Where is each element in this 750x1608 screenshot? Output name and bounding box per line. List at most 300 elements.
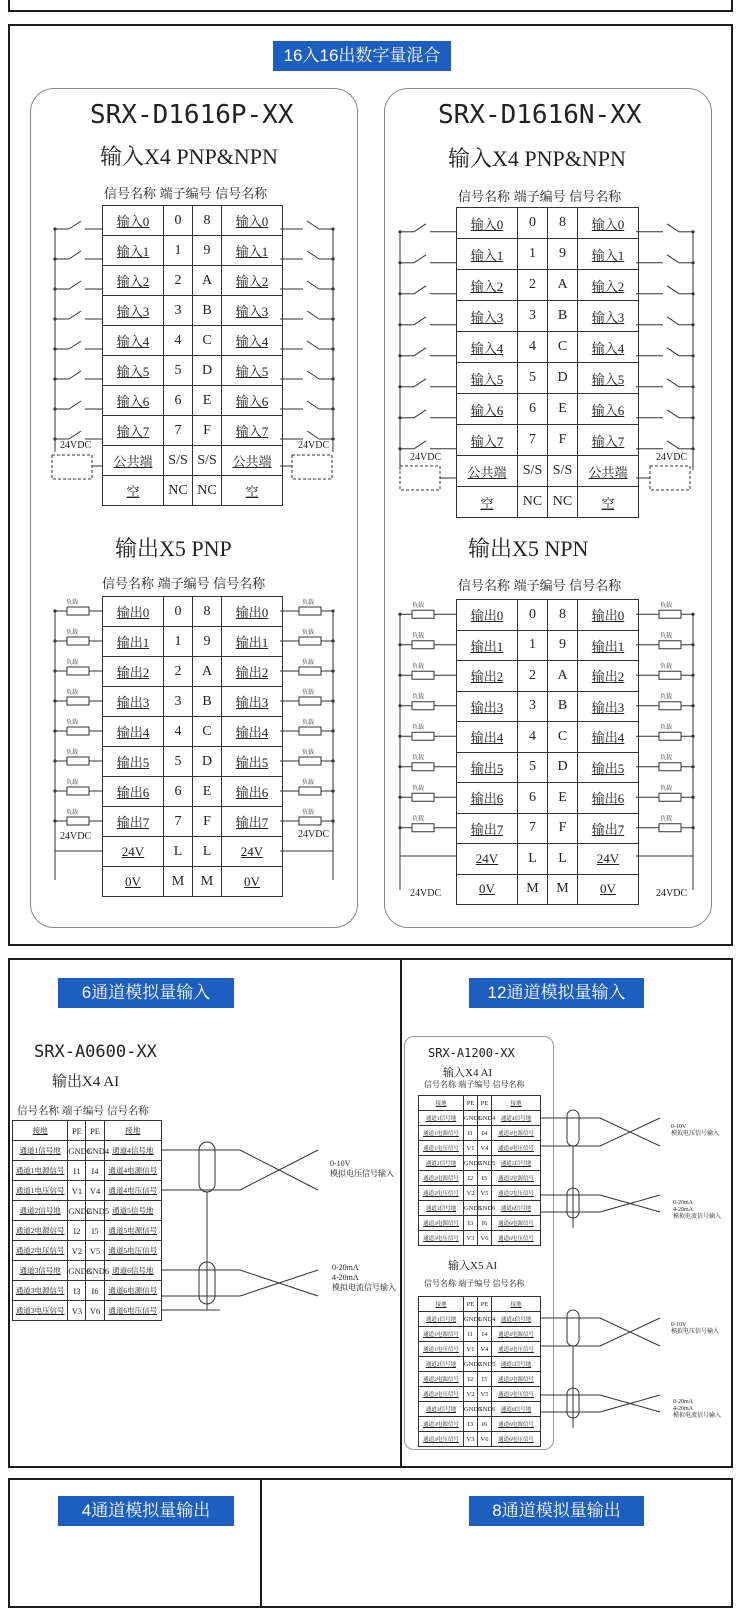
header-signal-name: 信号名称 (492, 1080, 525, 1089)
terminal-number-cell: B (193, 687, 222, 717)
signal-name-cell: 通道2信号地 (419, 1156, 464, 1171)
voltage-range: 0-10V (330, 1159, 351, 1168)
signal-name-cell: 输出1 (103, 627, 164, 657)
table-row (419, 1357, 541, 1372)
table-row (103, 236, 283, 266)
terminal-number-cell: 9 (193, 236, 222, 266)
signal-name-cell: 空 (222, 476, 283, 506)
load-label: 负载 (66, 660, 79, 666)
terminal-number-cell: GND1 (68, 1141, 86, 1161)
load-label: 负载 (66, 750, 79, 756)
terminal-number-cell: 2 (164, 657, 193, 687)
signal-name-cell: 输出0 (578, 600, 639, 631)
signal-name-cell: 输出3 (578, 691, 639, 722)
signal-name-cell: 通道1信号地 (419, 1111, 464, 1126)
signal-name-cell: 输入3 (578, 301, 639, 332)
voltage-range: 0-10V (671, 1124, 687, 1130)
power-label-right-out-r: 24VDC (656, 888, 688, 899)
signal-name-cell: 输入6 (222, 386, 283, 416)
table-row (457, 332, 639, 363)
output-title-right: 输出X5 NPN (468, 536, 589, 561)
table-row (103, 717, 283, 747)
signal-name-cell: 通道3电源信号 (13, 1281, 68, 1301)
signal-name-cell: 通道3电源信号 (419, 1417, 464, 1432)
terminal-number-cell: L (548, 844, 578, 875)
header-terminal-no: 端子编号 (513, 189, 566, 204)
table-row (103, 206, 283, 236)
table-row (419, 1186, 541, 1201)
terminal-number-cell: V1 (464, 1141, 478, 1156)
ai-right-current-label-2 (673, 1399, 721, 1420)
signal-name-cell: 输出7 (103, 807, 164, 837)
table-row (457, 630, 639, 661)
table-row (103, 867, 283, 897)
current-range-1: 0-20mA (332, 1263, 359, 1272)
load-label: 负载 (66, 780, 79, 786)
signal-name-cell: 通道6信号地 (492, 1201, 541, 1216)
signal-name-cell: 输入7 (457, 425, 518, 456)
load-label: 负载 (66, 690, 79, 696)
table-row (103, 657, 283, 687)
terminal-number-cell: 1 (518, 239, 548, 270)
signal-name-cell: 公共端 (578, 456, 639, 487)
signal-name-cell: 通道1电压信号 (419, 1141, 464, 1156)
load-label: 负载 (302, 750, 315, 756)
table-row (103, 446, 283, 476)
signal-name-cell: 输出3 (457, 691, 518, 722)
signal-name-cell: 输出2 (103, 657, 164, 687)
table-row (103, 687, 283, 717)
current-range-2: 4-20mA (332, 1273, 359, 1282)
terminal-number-cell: D (193, 356, 222, 386)
signal-name-cell: 通道5信号地 (492, 1357, 541, 1372)
current-desc: 模拟电流信号输入 (673, 1413, 722, 1419)
header-signal-name: 信号名称 (215, 186, 268, 201)
current-desc: 模拟电流信号输入 (332, 1283, 396, 1292)
terminal-number-cell: 7 (518, 425, 548, 456)
signal-name-cell: 通道1信号地 (419, 1312, 464, 1327)
table-row (457, 239, 639, 270)
terminal-number-cell: GND1 (464, 1111, 478, 1126)
terminal-number-cell: I4 (478, 1126, 492, 1141)
table-row (457, 600, 639, 631)
signal-name-cell: 通道1信号地 (13, 1141, 68, 1161)
signal-name-cell: 通道4电源信号 (492, 1327, 541, 1342)
terminal-number-cell: 3 (518, 301, 548, 332)
load-label: 负载 (412, 786, 425, 792)
power-label-right-in-r: 24VDC (656, 452, 688, 463)
terminal-number-cell: 8 (548, 600, 578, 631)
terminal-number-cell: 0 (518, 208, 548, 239)
table-row (103, 777, 283, 807)
terminal-number-cell: M (164, 867, 193, 897)
terminal-number-cell: D (193, 747, 222, 777)
signal-name-cell: 输出4 (103, 717, 164, 747)
signal-name-cell: 通道6电压信号 (492, 1231, 541, 1246)
terminal-number-cell: 5 (518, 752, 548, 783)
table-row (419, 1231, 541, 1246)
signal-name-cell: 通道3电源信号 (419, 1216, 464, 1231)
terminal-number-cell: PE (478, 1297, 492, 1312)
terminal-number-cell: 6 (518, 783, 548, 814)
terminal-number-cell: C (548, 332, 578, 363)
signal-name-cell: 通道2电源信号 (419, 1171, 464, 1186)
input-terminal-table-right (456, 207, 639, 518)
signal-name-cell: 输入0 (103, 206, 164, 236)
header-signal-name: 信号名称 (17, 1105, 59, 1117)
terminal-number-cell: NC (518, 487, 548, 518)
terminal-number-cell: 3 (518, 691, 548, 722)
terminal-number-cell: I6 (478, 1216, 492, 1231)
terminal-number-cell: 7 (518, 813, 548, 844)
table-row (457, 394, 639, 425)
terminal-number-cell: V6 (478, 1432, 492, 1447)
terminal-number-cell: I1 (464, 1327, 478, 1342)
terminal-number-cell: GND6 (478, 1402, 492, 1417)
current-desc: 模拟电流信号输入 (673, 1214, 722, 1220)
signal-name-cell: 输出2 (578, 661, 639, 692)
signal-name-cell: 通道5电压信号 (492, 1387, 541, 1402)
terminal-number-cell: E (548, 394, 578, 425)
signal-name-cell: 输出4 (222, 717, 283, 747)
terminal-number-cell: 9 (548, 630, 578, 661)
header-signal-name: 信号名称 (458, 578, 511, 593)
signal-name-cell: 接地 (492, 1096, 541, 1111)
signal-name-cell: 公共端 (222, 446, 283, 476)
terminal-number-cell: 6 (518, 394, 548, 425)
signal-name-cell: 通道1电源信号 (13, 1161, 68, 1181)
signal-name-cell: 输入0 (457, 208, 518, 239)
terminal-number-cell: 3 (164, 296, 193, 326)
terminal-number-cell: NC (548, 487, 578, 518)
terminal-number-cell: 7 (164, 807, 193, 837)
table-row (13, 1281, 162, 1301)
load-label: 负载 (412, 755, 425, 762)
terminal-number-cell: I4 (86, 1161, 104, 1181)
digital-section-tag: 16入16出数字量混合 (273, 41, 451, 71)
table-row (457, 691, 639, 722)
table-row (419, 1342, 541, 1357)
terminal-number-cell: F (193, 807, 222, 837)
signal-name-cell: 输入4 (457, 332, 518, 363)
load-label: 负载 (660, 725, 673, 731)
signal-name-cell: 通道3电压信号 (419, 1231, 464, 1246)
signal-name-cell: 输出6 (103, 777, 164, 807)
terminal-number-cell: B (548, 691, 578, 722)
signal-name-cell: 通道1电源信号 (419, 1327, 464, 1342)
terminal-number-cell: F (548, 813, 578, 844)
signal-name-cell: 输入7 (578, 425, 639, 456)
terminal-number-cell: C (193, 326, 222, 356)
terminal-number-cell: 9 (548, 239, 578, 270)
terminal-number-cell: A (193, 657, 222, 687)
signal-name-cell: 通道4电源信号 (492, 1126, 541, 1141)
table-row (419, 1171, 541, 1186)
terminal-number-cell: PE (86, 1121, 104, 1141)
table-row (457, 752, 639, 783)
power-label-left-out-r: 24VDC (298, 829, 330, 840)
load-label: 负载 (412, 664, 425, 670)
power-label-right-in-l: 24VDC (410, 452, 442, 463)
table-row (13, 1141, 162, 1161)
terminal-number-cell: 2 (164, 266, 193, 296)
terminal-number-cell: PE (464, 1096, 478, 1111)
load-label: 负载 (66, 810, 79, 816)
terminal-number-cell: V4 (86, 1181, 104, 1201)
signal-name-cell: 输出5 (222, 747, 283, 777)
terminal-number-cell: GND5 (478, 1156, 492, 1171)
table-row (103, 837, 283, 867)
terminal-number-cell: B (193, 296, 222, 326)
terminal-number-cell: B (548, 301, 578, 332)
analog-input-6ch-tag: 6通道模拟量输入 (58, 978, 234, 1008)
terminal-number-cell: V1 (464, 1342, 478, 1357)
table-row (457, 844, 639, 875)
signal-name-cell: 输入4 (103, 326, 164, 356)
signal-name-cell: 输入2 (578, 270, 639, 301)
load-label: 负载 (302, 810, 315, 816)
load-label: 负载 (660, 603, 673, 609)
terminal-number-cell: GND5 (86, 1201, 104, 1221)
terminal-number-cell: 0 (518, 600, 548, 631)
signal-name-cell: 通道5信号地 (104, 1201, 161, 1221)
table-row (13, 1121, 162, 1141)
input-terminal-table-left (102, 205, 283, 506)
terminal-number-cell: 1 (164, 236, 193, 266)
table-row (457, 874, 639, 905)
signal-name-cell: 通道6电源信号 (492, 1417, 541, 1432)
table-row (103, 266, 283, 296)
signal-name-cell: 通道6信号地 (492, 1402, 541, 1417)
terminal-number-cell: 5 (164, 747, 193, 777)
table-row (457, 208, 639, 239)
header-signal-name: 信号名称 (458, 189, 511, 204)
signal-name-cell: 接地 (492, 1297, 541, 1312)
table-header-left-in (104, 183, 267, 202)
signal-name-cell: 通道3信号地 (419, 1402, 464, 1417)
table-row (457, 301, 639, 332)
signal-name-cell: 0V (457, 874, 518, 905)
terminal-number-cell: L (164, 837, 193, 867)
signal-name-cell: 24V (578, 844, 639, 875)
terminal-number-cell: V1 (68, 1181, 86, 1201)
signal-name-cell: 输出1 (578, 630, 639, 661)
signal-name-cell: 通道3信号地 (419, 1201, 464, 1216)
signal-name-cell: 输入5 (457, 363, 518, 394)
terminal-number-cell: I5 (478, 1171, 492, 1186)
analog-input-12ch-tag: 12通道模拟量输入 (469, 978, 644, 1008)
table-row (13, 1241, 162, 1261)
terminal-number-cell: PE (478, 1096, 492, 1111)
ai-right-current-label-1 (673, 1200, 721, 1221)
terminal-number-cell: I6 (478, 1417, 492, 1432)
model-title-right: SRX-D1616N-XX (438, 100, 642, 130)
terminal-number-cell: I6 (86, 1281, 104, 1301)
terminal-number-cell: V3 (68, 1301, 86, 1321)
terminal-number-cell: I5 (86, 1221, 104, 1241)
terminal-number-cell: GND4 (86, 1141, 104, 1161)
load-label: 负载 (302, 720, 315, 726)
signal-name-cell: 输出7 (578, 813, 639, 844)
signal-name-cell: 接地 (419, 1096, 464, 1111)
current-range-2: 4-20mA (673, 1406, 693, 1412)
load-label: 负载 (412, 603, 425, 609)
signal-name-cell: 输入5 (103, 356, 164, 386)
analog-left-sub: 输出X4 AI (52, 1074, 120, 1090)
signal-name-cell: 输出4 (578, 722, 639, 753)
table-row (419, 1402, 541, 1417)
terminal-number-cell: GND6 (478, 1201, 492, 1216)
terminal-number-cell: D (548, 363, 578, 394)
header-signal-name: 信号名称 (213, 576, 266, 591)
signal-name-cell: 0V (222, 867, 283, 897)
load-label: 负载 (302, 780, 315, 786)
analog-right-model: SRX-A1200-XX (428, 1046, 515, 1060)
table-row (419, 1216, 541, 1231)
terminal-number-cell: C (193, 717, 222, 747)
current-range-2: 4-20mA (673, 1207, 693, 1213)
header-terminal-no: 端子编号 (458, 1279, 491, 1288)
terminal-number-cell: I3 (68, 1281, 86, 1301)
signal-name-cell: 通道3电压信号 (419, 1432, 464, 1447)
terminal-number-cell: 8 (193, 206, 222, 236)
top-partial-frame (8, 0, 733, 12)
output-terminal-table-right (456, 599, 639, 905)
signal-name-cell: 输出3 (222, 687, 283, 717)
table-row (419, 1417, 541, 1432)
signal-name-cell: 通道6信号地 (104, 1261, 161, 1281)
signal-name-cell: 通道2信号地 (13, 1201, 68, 1221)
load-label: 负载 (302, 690, 315, 696)
terminal-number-cell: I2 (464, 1171, 478, 1186)
power-label-left-in-l: 24VDC (60, 440, 92, 451)
load-label: 负载 (302, 600, 315, 606)
table-row (103, 747, 283, 777)
signal-name-cell: 通道2信号地 (419, 1357, 464, 1372)
analog-left-header (17, 1103, 149, 1118)
table-row (103, 356, 283, 386)
terminal-number-cell: 4 (164, 326, 193, 356)
terminal-number-cell: GND3 (68, 1261, 86, 1281)
signal-name-cell: 输出6 (578, 783, 639, 814)
power-label-left-out: 24VDC (60, 831, 92, 842)
terminal-number-cell: I5 (478, 1372, 492, 1387)
signal-name-cell: 输出5 (103, 747, 164, 777)
signal-name-cell: 通道4信号地 (104, 1141, 161, 1161)
signal-name-cell: 通道2电源信号 (419, 1372, 464, 1387)
table-row (419, 1327, 541, 1342)
signal-name-cell: 通道1电源信号 (419, 1126, 464, 1141)
signal-name-cell: 通道4电压信号 (492, 1342, 541, 1357)
ai-left-current-label (332, 1263, 396, 1293)
terminal-number-cell: V3 (464, 1231, 478, 1246)
terminal-number-cell: S/S (193, 446, 222, 476)
terminal-number-cell: F (193, 416, 222, 446)
signal-name-cell: 输入6 (578, 394, 639, 425)
terminal-number-cell: I3 (464, 1216, 478, 1231)
signal-name-cell: 输出5 (578, 752, 639, 783)
input-title-right: 输入X4 PNP&NPN (448, 146, 626, 171)
table-row (457, 783, 639, 814)
table-row (13, 1261, 162, 1281)
terminal-number-cell: GND4 (478, 1111, 492, 1126)
table-row (457, 661, 639, 692)
table-row (457, 456, 639, 487)
terminal-number-cell: V6 (478, 1231, 492, 1246)
signal-name-cell: 通道6电源信号 (492, 1216, 541, 1231)
power-label-right-out-l: 24VDC (410, 888, 442, 899)
terminal-number-cell: S/S (164, 446, 193, 476)
terminal-number-cell: 5 (518, 363, 548, 394)
analog-right-sub1: 输入X4 AI (443, 1067, 493, 1079)
terminal-number-cell: V4 (478, 1342, 492, 1357)
header-terminal-no: 端子编号 (458, 1080, 491, 1089)
header-terminal-no: 端子编号 (61, 1105, 104, 1117)
terminal-number-cell: E (193, 777, 222, 807)
signal-name-cell: 输出5 (457, 752, 518, 783)
terminal-number-cell: 0 (164, 206, 193, 236)
terminal-number-cell: V3 (464, 1432, 478, 1447)
header-terminal-no: 端子编号 (513, 578, 566, 593)
signal-name-cell: 通道5电压信号 (492, 1186, 541, 1201)
terminal-number-cell: F (548, 425, 578, 456)
model-title-left: SRX-D1616P-XX (90, 100, 294, 130)
terminal-number-cell: I2 (464, 1372, 478, 1387)
signal-name-cell: 通道1电压信号 (13, 1181, 68, 1201)
table-row (419, 1141, 541, 1156)
load-label: 负载 (412, 816, 425, 823)
load-label: 负载 (660, 694, 673, 701)
signal-name-cell: 接地 (104, 1121, 161, 1141)
signal-name-cell: 通道2电压信号 (419, 1186, 464, 1201)
signal-name-cell: 输出0 (457, 600, 518, 631)
terminal-number-cell: V2 (68, 1241, 86, 1261)
signal-name-cell: 输入1 (222, 236, 283, 266)
signal-name-cell: 输入3 (457, 301, 518, 332)
table-row (103, 476, 283, 506)
table-row (457, 425, 639, 456)
voltage-range: 0-10V (671, 1322, 687, 1328)
terminal-number-cell: 3 (164, 687, 193, 717)
signal-name-cell: 输出2 (222, 657, 283, 687)
table-row (13, 1301, 162, 1321)
load-label: 负载 (66, 720, 79, 726)
terminal-number-cell: PE (464, 1297, 478, 1312)
load-label: 负载 (302, 660, 315, 666)
terminal-number-cell: A (193, 266, 222, 296)
table-row (457, 813, 639, 844)
terminal-number-cell: 7 (164, 416, 193, 446)
signal-name-cell: 输入1 (103, 236, 164, 266)
signal-name-cell: 接地 (13, 1121, 68, 1141)
voltage-desc: 模拟电压信号输入 (671, 1131, 720, 1137)
table-row (419, 1126, 541, 1141)
signal-name-cell: 通道5电源信号 (104, 1221, 161, 1241)
signal-name-cell: 通道4电源信号 (104, 1161, 161, 1181)
output-title-left: 输出X5 PNP (115, 536, 232, 561)
signal-name-cell: 通道1电压信号 (419, 1342, 464, 1357)
analog-input-table-right-1 (418, 1095, 541, 1246)
terminal-number-cell: 4 (518, 722, 548, 753)
signal-name-cell: 输入3 (222, 296, 283, 326)
voltage-desc: 模拟电压信号输入 (671, 1329, 720, 1335)
signal-name-cell: 通道3信号地 (13, 1261, 68, 1281)
terminal-number-cell: I3 (464, 1417, 478, 1432)
power-label-left-in-r: 24VDC (298, 440, 330, 451)
load-label: 负载 (660, 664, 673, 670)
table-header-right-out (458, 575, 621, 594)
load-label: 负载 (660, 755, 673, 762)
